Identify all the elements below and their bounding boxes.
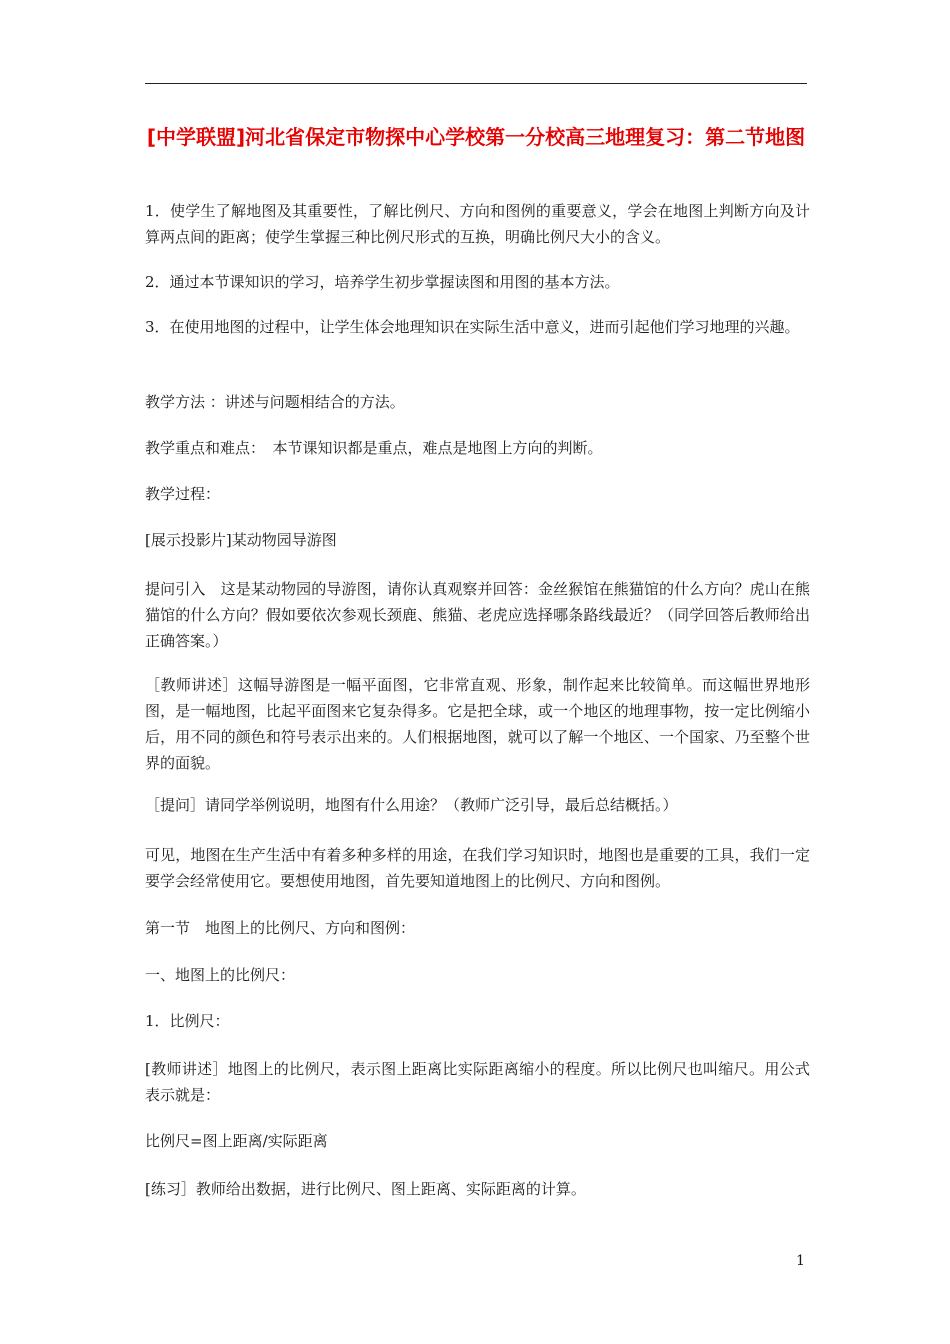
conclusion-paragraph: 可见，地图在生产生活中有着多种多样的用途，在我们学习知识时，地图也是重要的工具，我们一定要学会经常使用它。要想使用地图，首先要知道地图上的比例尺、方向和图例。 (145, 846, 810, 890)
slide-show-note: [展示投影片]某动物园导游图 (145, 531, 337, 549)
objective-2: 2．通过本节课知识的学习，培养学生初步掌握读图和用图的基本方法。 (145, 273, 620, 291)
page-number: 1 (796, 1253, 805, 1269)
intro-question: 提问引入 这是某动物园的导游图，请你认真观察并回答：金丝猴馆在熊猫馆的什么方向？虎山在熊猫馆的什么方向？假如要依次参观长颈鹿、熊猫、老虎应选择哪条路线最近？（同学回答后教师给出正确答案。） (145, 580, 810, 650)
item-heading: 1．比例尺： (145, 1012, 230, 1030)
subsection-heading: 一、地图上的比例尺： (145, 966, 296, 984)
teaching-process-heading: 教学过程： (145, 485, 221, 503)
key-points: 教学重点和难点： 本节课知识都是重点，难点是地图上方向的判断。 (145, 439, 603, 457)
teaching-method: 教学方法 ：讲述与问题相结合的方法。 (145, 393, 405, 411)
teacher-lecture-2: [教师讲述］地图上的比例尺，表示图上距离比实际距离缩小的程度。所以比例尺也叫缩尺。用公式表示就是： (145, 1060, 810, 1104)
exercise-note: [练习］教师给出数据，进行比例尺、图上距离、实际距离的计算。 (145, 1180, 586, 1198)
scale-formula: 比例尺=图上距离/实际距离 (145, 1132, 328, 1150)
question-prompt: ［提问］请同学举例说明，地图有什么用途？（教师广泛引导，最后总结概括。） (145, 796, 678, 814)
objective-3: 3．在使用地图的过程中，让学生体会地理知识在实际生活中意义，进而引起他们学习地理的兴趣。 (145, 318, 800, 336)
teacher-lecture-1: ［教师讲述］这幅导游图是一幅平面图，它非常直观、形象，制作起来比较简单。而这幅世界地形图，是一幅地图，比起平面图来它复杂得多。它是把全球，或一个地区的地理事物，按一定比例缩小后，用不同的颜色和符号表示出来的。人们根据地图，就可以了解一个地区、一个国家、乃至整个世界的面貌。 (145, 676, 810, 772)
section-heading: 第一节 地图上的比例尺、方向和图例： (145, 919, 416, 937)
header-rule (145, 83, 807, 84)
objective-1: 1．使学生了解地图及其重要性，了解比例尺、方向和图例的重要意义，学会在地图上判断方向及计算两点间的距离；使学生掌握三种比例尺形式的互换，明确比例尺大小的含义。 (145, 202, 810, 246)
document-title: [中学联盟]河北省保定市物探中心学校第一分校高三地理复习：第二节地图 (146, 125, 806, 149)
